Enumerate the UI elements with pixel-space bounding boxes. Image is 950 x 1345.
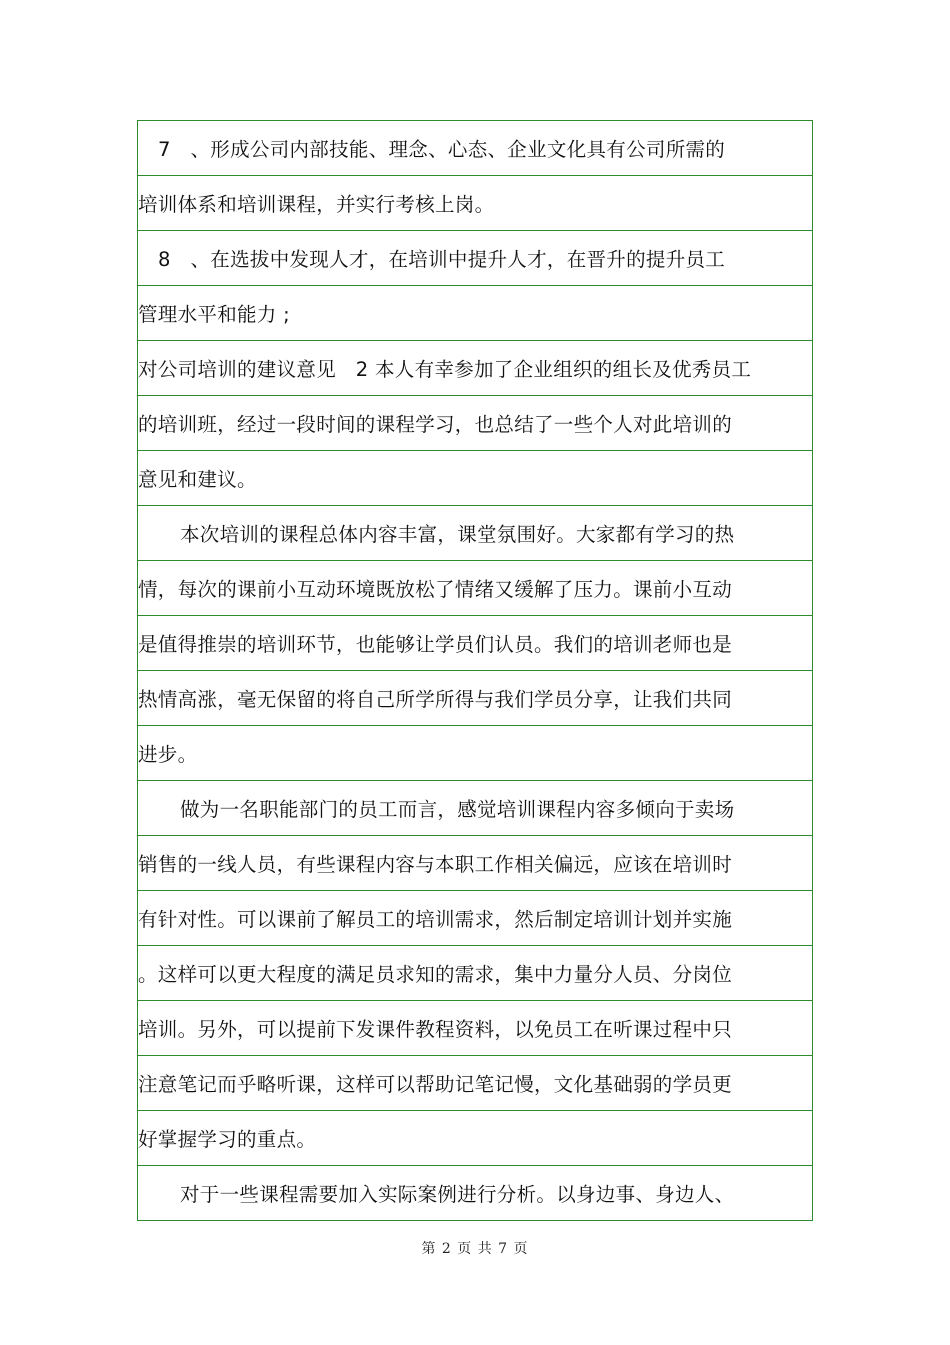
text-line: 有针对性。可以课前了解员工的培训需求，然后制定培训计划并实施: [138, 891, 812, 946]
text-line: 7 、形成公司内部技能、理念、心态、企业文化具有公司所需的: [138, 121, 812, 176]
text-line: 注意笔记而乎略听课，这样可以帮助记笔记慢，文化基础弱的学员更: [138, 1056, 812, 1111]
text-line: 培训。另外，可以提前下发课件教程资料，以免员工在听课过程中只: [138, 1001, 812, 1056]
page-number-footer: 第 2 页 共 7 页: [421, 1241, 529, 1257]
text-line: 培训体系和培训课程，并实行考核上岗。: [138, 176, 812, 231]
text-line: 8 、在选拔中发现人才，在培训中提升人才，在晋升的提升员工: [138, 231, 812, 286]
text-line: 意见和建议。: [138, 451, 812, 506]
ruled-text-box: [137, 120, 813, 1221]
text-line: 。这样可以更大程度的满足员求知的需求，集中力量分人员、分岗位: [138, 946, 812, 1001]
text-line: 对于一些课程需要加入实际案例进行分析。以身边事、身边人、: [138, 1166, 812, 1221]
text-line: 是值得推崇的培训环节，也能够让学员们认员。我们的培训老师也是: [138, 616, 812, 671]
text-line: 的培训班，经过一段时间的课程学习，也总结了一些个人对此培训的: [138, 396, 812, 451]
text-line: 情，每次的课前小互动环境既放松了情绪又缓解了压力。课前小互动: [138, 561, 812, 616]
text-line: 本次培训的课程总体内容丰富，课堂氛围好。大家都有学习的热: [138, 506, 812, 561]
text-line: 热情高涨，毫无保留的将自己所学所得与我们学员分享，让我们共同: [138, 671, 812, 726]
text-line: 对公司培训的建议意见 2 本人有幸参加了企业组织的组长及优秀员工: [138, 341, 812, 396]
text-line: 管理水平和能力 ;: [138, 286, 812, 341]
text-line: 进步。: [138, 726, 812, 781]
text-line: 销售的一线人员，有些课程内容与本职工作相关偏远，应该在培训时: [138, 836, 812, 891]
text-line: 好掌握学习的重点。: [138, 1111, 812, 1166]
text-line: 做为一名职能部门的员工而言，感觉培训课程内容多倾向于卖场: [138, 781, 812, 836]
